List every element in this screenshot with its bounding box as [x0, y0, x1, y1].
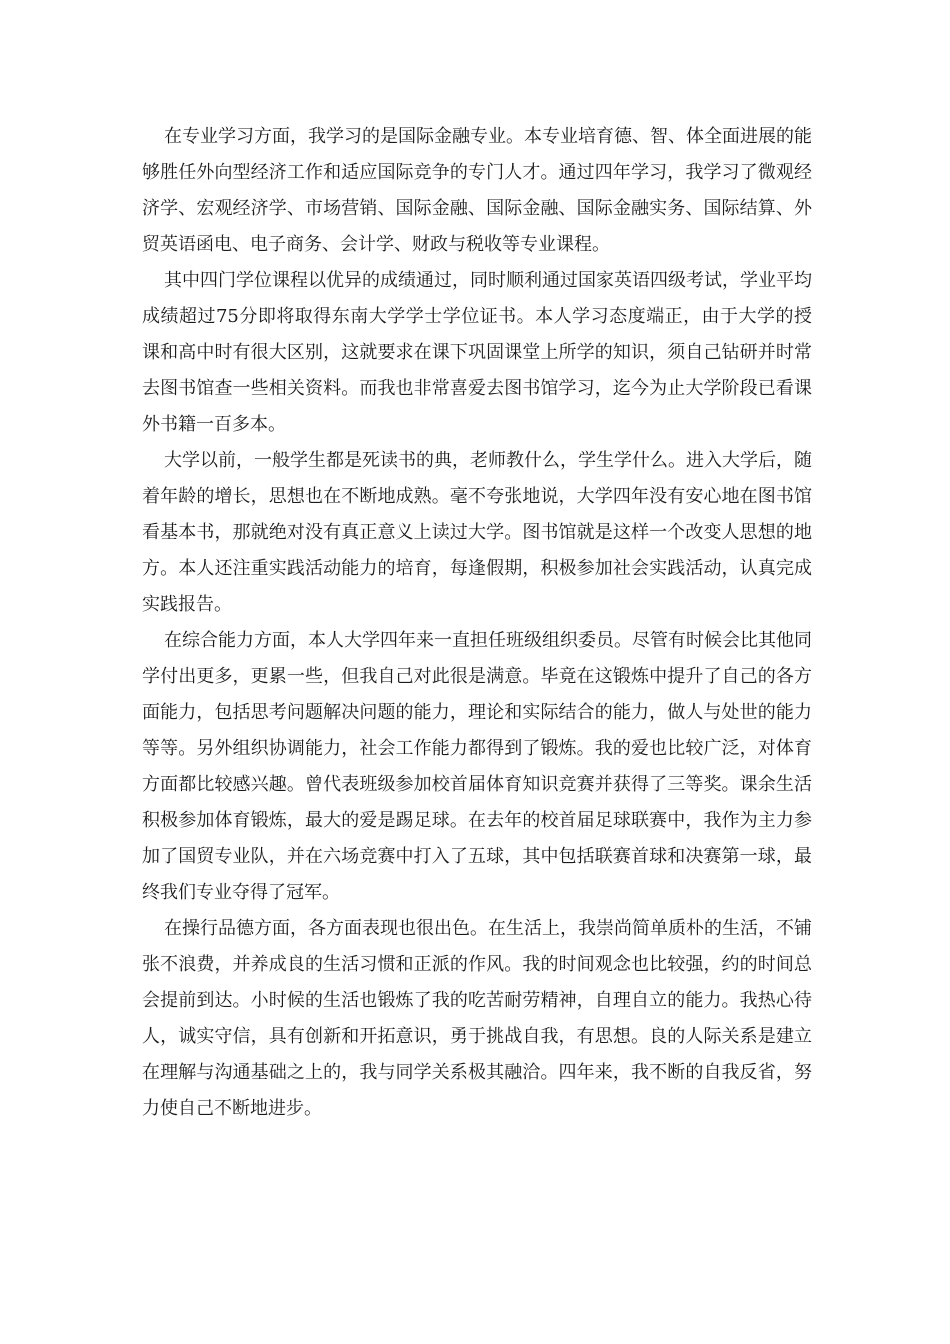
paragraph-comprehensive-ability: 在综合能力方面，本人大学四年来一直担任班级组织委员。尽管有时候会比其他同学付出更多，更累一些，但我自己对此很是满意。毕竟在这锻炼中提升了自己的各方面能力，包括思考问题解决问题的能力，理论和实际结合的能力，做人与处世的能力等等。另外组织协调能力，社会工作能力都得到了锻炼。我的爱也比较广泛，对体育方面都比较感兴趣。曾代表班级参加校首届体育知识竞赛并获得了三等奖。课余生活积极参加体育锻炼，最大的爱是踢足球。在去年的校首届足球联赛中，我作为主力参加了国贸专业队，并在六场竞赛中打入了五球，其中包括联赛首球和决赛第一球，最终我们专业夺得了冠军。	[142, 630, 812, 903]
paragraph-major-study: 在专业学习方面，我学习的是国际金融专业。本专业培育德、智、体全面进展的能够胜任外向型经济工作和适应国际竞争的专门人才。通过四年学习，我学习了微观经济学、宏观经济学、市场营销、国际金融、国际金融、国际金融实务、国际结算、外贸英语函电、电子商务、会计学、财政与税收等专业课程。	[142, 126, 812, 255]
paragraph-moral-conduct: 在操行品德方面，各方面表现也很出色。在生活上，我崇尚简单质朴的生活，不铺张不浪费，并养成良的生活习惯和正派的作风。我的时间观念也比较强，约的时间总会提前到达。小时候的生活也锻炼了我的吃苦耐劳精神，自理自立的能力。我热心待人，诚实守信，具有创新和开拓意识，勇于挑战自我，有思想。良的人际关系是建立在理解与沟通基础之上的，我与同学关系极其融洽。四年来，我不断的自我反省，努力使自己不断地进步。	[142, 918, 812, 1119]
paragraph-degree-courses: 其中四门学位课程以优异的成绩通过，同时顺利通过国家英语四级考试，学业平均成绩超过75分即将取得东南大学学士学位证书。本人学习态度端正，由于大学的授课和高中时有很大区别，这就要求在课下巩固课堂上所学的知识，须自己钻研并时常去图书馆查一些相关资料。而我也非常喜爱去图书馆学习，迄今为止大学阶段已看课外书籍一百多本。	[142, 270, 812, 435]
document-body	[142, 119, 812, 1127]
paragraph-library-reading: 大学以前，一般学生都是死读书的典，老师教什么，学生学什么。进入大学后，随着年龄的增长，思想也在不断地成熟。毫不夸张地说，大学四年没有安心地在图书馆看基本书，那就绝对没有真正意义上读过大学。图书馆就是这样一个改变人思想的地方。本人还注重实践活动能力的培育，每逢假期，积极参加社会实践活动，认真完成实践报告。	[142, 450, 812, 615]
